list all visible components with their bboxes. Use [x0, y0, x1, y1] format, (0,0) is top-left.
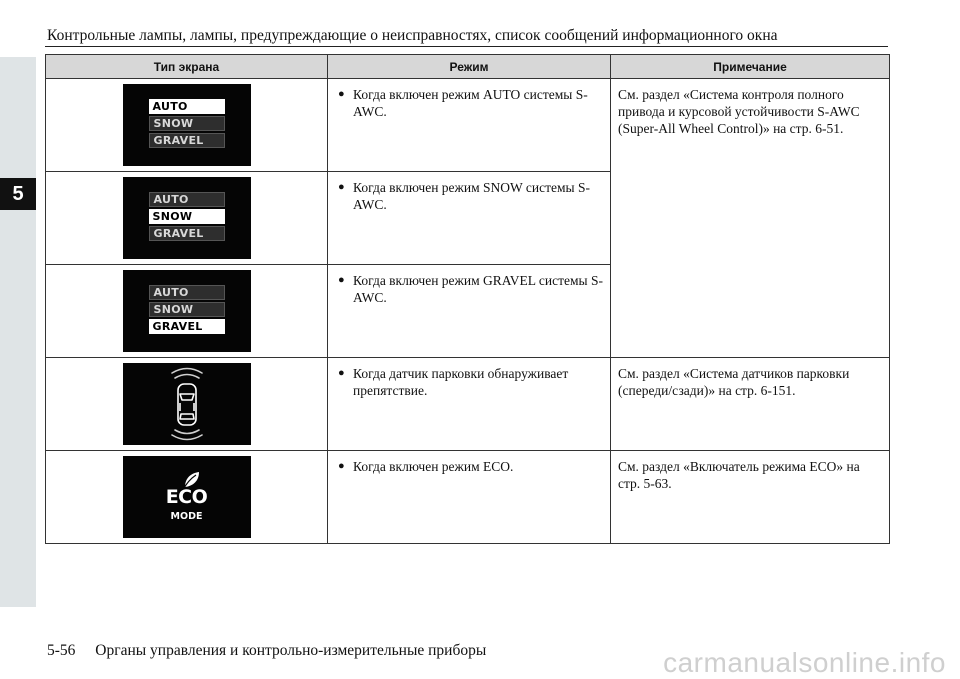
page-footer — [47, 642, 486, 660]
mode-label-snow: SNOW — [149, 116, 225, 131]
mode-label-gravel: GRAVEL — [149, 133, 225, 148]
mode-description: ● Когда включен режим SNOW системы S-AWC. — [338, 179, 606, 213]
table-row — [46, 451, 890, 544]
note-cell — [611, 79, 890, 358]
section-title: Органы управления и контрольно-измерительные приборы — [95, 642, 487, 659]
screen-cell — [46, 265, 328, 358]
note-text-parking: См. раздел «Система датчиков парковки (спереди/сзади)» на стр. 6-151. — [618, 366, 850, 398]
mode-label: MODE — [170, 511, 203, 522]
indicator-table — [45, 54, 890, 544]
s-awc-screen-auto — [123, 84, 251, 166]
screen-cell — [46, 358, 328, 451]
screen-cell — [46, 172, 328, 265]
note-cell — [611, 358, 890, 451]
mode-description: ● Когда включен режим AUTO системы S-AWC. — [338, 86, 606, 120]
s-awc-screen-gravel — [123, 270, 251, 352]
mode-label-gravel: GRAVEL — [149, 319, 225, 334]
watermark: carmanualsonline.info — [663, 647, 946, 678]
note-text-s-awc: См. раздел «Система контроля полного привода и курсовой устойчивости S-AWC (Super-All Wheel Control)» на стр. 6-51. — [618, 87, 860, 136]
mode-label-snow: SNOW — [149, 302, 225, 317]
mode-label-snow: SNOW — [149, 209, 225, 224]
eco-label: ECO — [165, 486, 208, 508]
table-row — [46, 358, 890, 451]
mode-description: ● Когда включен режим ECO. — [338, 458, 606, 475]
mode-description: ● Когда датчик парковки обнаруживает препятствие. — [338, 365, 606, 399]
parking-sensor-screen — [123, 363, 251, 445]
page-number: 5-56 — [47, 642, 76, 659]
mode-description: ● Когда включен режим GRAVEL системы S-AWC. — [338, 272, 606, 306]
mode-label-auto: AUTO — [149, 285, 225, 300]
table-row — [46, 79, 890, 172]
mode-label-gravel: GRAVEL — [149, 226, 225, 241]
mode-label-auto: AUTO — [149, 192, 225, 207]
mode-cell — [328, 265, 611, 358]
chapter-number-badge: 5 — [0, 178, 36, 210]
note-cell — [611, 451, 890, 544]
chapter-side-tab — [0, 57, 36, 607]
mode-cell — [328, 451, 611, 544]
header-divider — [45, 46, 888, 47]
eco-mode-screen — [123, 456, 251, 538]
mode-cell — [328, 358, 611, 451]
column-header-screen-type: Тип экрана — [46, 55, 328, 79]
car-top-view-icon — [123, 363, 251, 445]
screen-cell — [46, 451, 328, 544]
mode-label-auto: AUTO — [149, 99, 225, 114]
table-header-row — [46, 55, 890, 79]
page-header-title: Контрольные лампы, лампы, предупреждающие о неисправностях, список сообщений информационного окна — [47, 27, 778, 44]
mode-cell — [328, 79, 611, 172]
mode-cell — [328, 172, 611, 265]
screen-cell — [46, 79, 328, 172]
note-text-eco: См. раздел «Включатель режима ECO» на стр. 5-63. — [618, 459, 860, 491]
s-awc-screen-snow — [123, 177, 251, 259]
column-header-mode: Режим — [328, 55, 611, 79]
column-header-note: Примечание — [611, 55, 890, 79]
